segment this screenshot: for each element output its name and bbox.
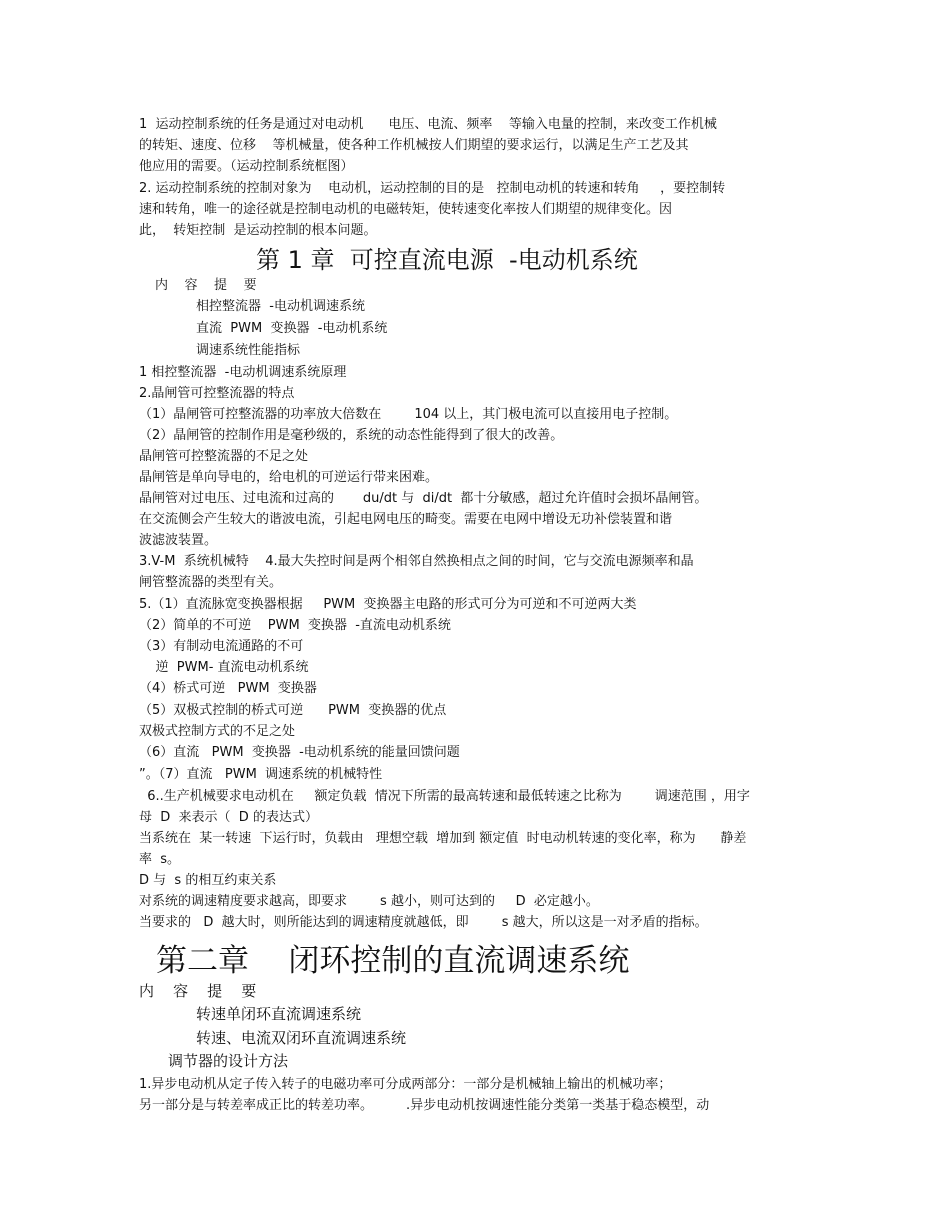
chapter-1-line: （6）直流 PWM 变换器 -电动机系统的能量回馈问题 — [139, 745, 460, 760]
chapter-1-line: （2）晶闸管的控制作用是毫秒级的，系统的动态性能得到了很大的改善。 — [139, 428, 564, 443]
chapter-1-summary-item: 相控整流器 -电动机调速系统 — [196, 299, 365, 314]
intro-line: 他应用的需要。（运动控制系统框图） — [139, 159, 354, 174]
chapter-1-line: 双极式控制方式的不足之处 — [139, 724, 296, 739]
chapter-1-line: 波滤波装置。 — [139, 533, 218, 548]
chapter-1-line: 率 s。 — [139, 852, 181, 867]
chapter-1-line: ”。（7）直流 PWM 调速系统的机械特性 — [139, 767, 383, 782]
chapter-1-line: 闸管整流器的类型有关。 — [139, 575, 283, 590]
chapter-1-line: 对系统的调速精度要求越高，即要求 s 越小，则可达到的 D 必定越小。 — [139, 894, 599, 909]
chapter-1-line: 晶闸管对过电压、过电流和过高的 du/dt 与 di/dt 都十分敏感，超过允许值时会损坏晶闸管。 — [139, 491, 708, 506]
chapter-1-line: （5）双极式控制的桥式可逆 PWM 变换器的优点 — [139, 703, 447, 718]
chapter-1-line: 2.晶闸管可控整流器的特点 — [139, 386, 295, 401]
chapter-1-summary-label: 内 容 提 要 — [155, 278, 257, 293]
chapter-1-line: 6..生产机械要求电动机在 额定负载 情况下所需的最高转速和最低转速之比称为 调速范围 ，用字 — [139, 789, 750, 804]
chapter-2-line: 1.异步电动机从定子传入转子的电磁功率可分成两部分：一部分是机械轴上输出的机械功率； — [139, 1077, 672, 1092]
chapter-1-line: 当要求的 D 越大时，则所能达到的调速精度就越低，即 s 越大，所以这是一对矛盾的指标。 — [139, 915, 708, 930]
chapter-2-summary-item: 转速单闭环直流调速系统 — [196, 1005, 362, 1023]
chapter-2-summary-item: 调节器的设计方法 — [168, 1052, 289, 1070]
chapter-1-line: 5.（1）直流脉宽变换器根据 PWM 变换器主电路的形式可分为可逆和不可逆两大类 — [139, 597, 637, 612]
intro-line: 2. 运动控制系统的控制对象为 电动机，运动控制的目的是 控制电动机的转速和转角 ，要控制转 — [139, 181, 726, 196]
chapter-1-line: （4）桥式可逆 PWM 变换器 — [139, 681, 317, 696]
chapter-1-line: （2）简单的不可逆 PWM 变换器 -直流电动机系统 — [139, 618, 451, 633]
intro-line: 此， 转矩控制 是运动控制的根本问题。 — [139, 223, 377, 238]
chapter-1-line: 晶闸管可控整流器的不足之处 — [139, 449, 309, 464]
intro-line: 速和转角，唯一的途径就是控制电动机的电磁转矩，使转速变化率按人们期望的规律变化。因 — [139, 202, 673, 217]
intro-line: 1 运动控制系统的任务是通过对电动机 电压、电流、频率 等输入电量的控制，来改变工作机械 — [139, 117, 717, 132]
chapter-1-line: 1 相控整流器 -电动机调速系统原理 — [139, 365, 347, 380]
chapter-2-title: 第二章 闭环控制的直流调速系统 — [156, 943, 630, 979]
chapter-1-line: 逆 PWM- 直流电动机系统 — [139, 660, 309, 675]
chapter-2-summary-label: 内 容 提 要 — [139, 982, 257, 1000]
chapter-1-summary-item: 调速系统性能指标 — [196, 343, 301, 358]
chapter-2-line: 另一部分是与转差率成正比的转差功率。 .异步电动机按调速性能分类第一类基于稳态模型，动 — [139, 1098, 710, 1113]
chapter-1-line: 晶闸管是单向导电的，给电机的可逆运行带来困难。 — [139, 470, 439, 485]
chapter-1-summary-item: 直流 PWM 变换器 -电动机系统 — [196, 321, 388, 336]
intro-line: 的转矩、速度、位移 等机械量，使各种工作机械按人们期望的要求运行，以满足生产工艺及其 — [139, 138, 689, 153]
chapter-1-line: 当系统在 某一转速 下运行时，负载由 理想空载 增加到 额定值 时电动机转速的变化率，称为 静差 — [139, 831, 747, 846]
chapter-1-line: 3.V-M 系统机械特 4.最大失控时间是两个相邻自然换相点之间的时间，它与交流电源频率和晶 — [139, 554, 694, 569]
chapter-1-title: 第 1 章 可控直流电源 -电动机系统 — [256, 246, 638, 274]
chapter-1-line: 母 D 来表示（ D 的表达式） — [139, 810, 318, 825]
chapter-1-line: 在交流侧会产生较大的谐波电流，引起电网电压的畸变。需要在电网中增设无功补偿装置和谐 — [139, 512, 673, 527]
chapter-2-summary-item: 转速、电流双闭环直流调速系统 — [196, 1029, 407, 1047]
chapter-1-line: （1）晶闸管可控整流器的功率放大倍数在 104 以上，其门极电流可以直接用电子控制。 — [139, 407, 678, 422]
chapter-1-line: D 与 s 的相互约束关系 — [139, 873, 277, 888]
chapter-1-line: （3）有制动电流通路的不可 — [139, 639, 304, 654]
